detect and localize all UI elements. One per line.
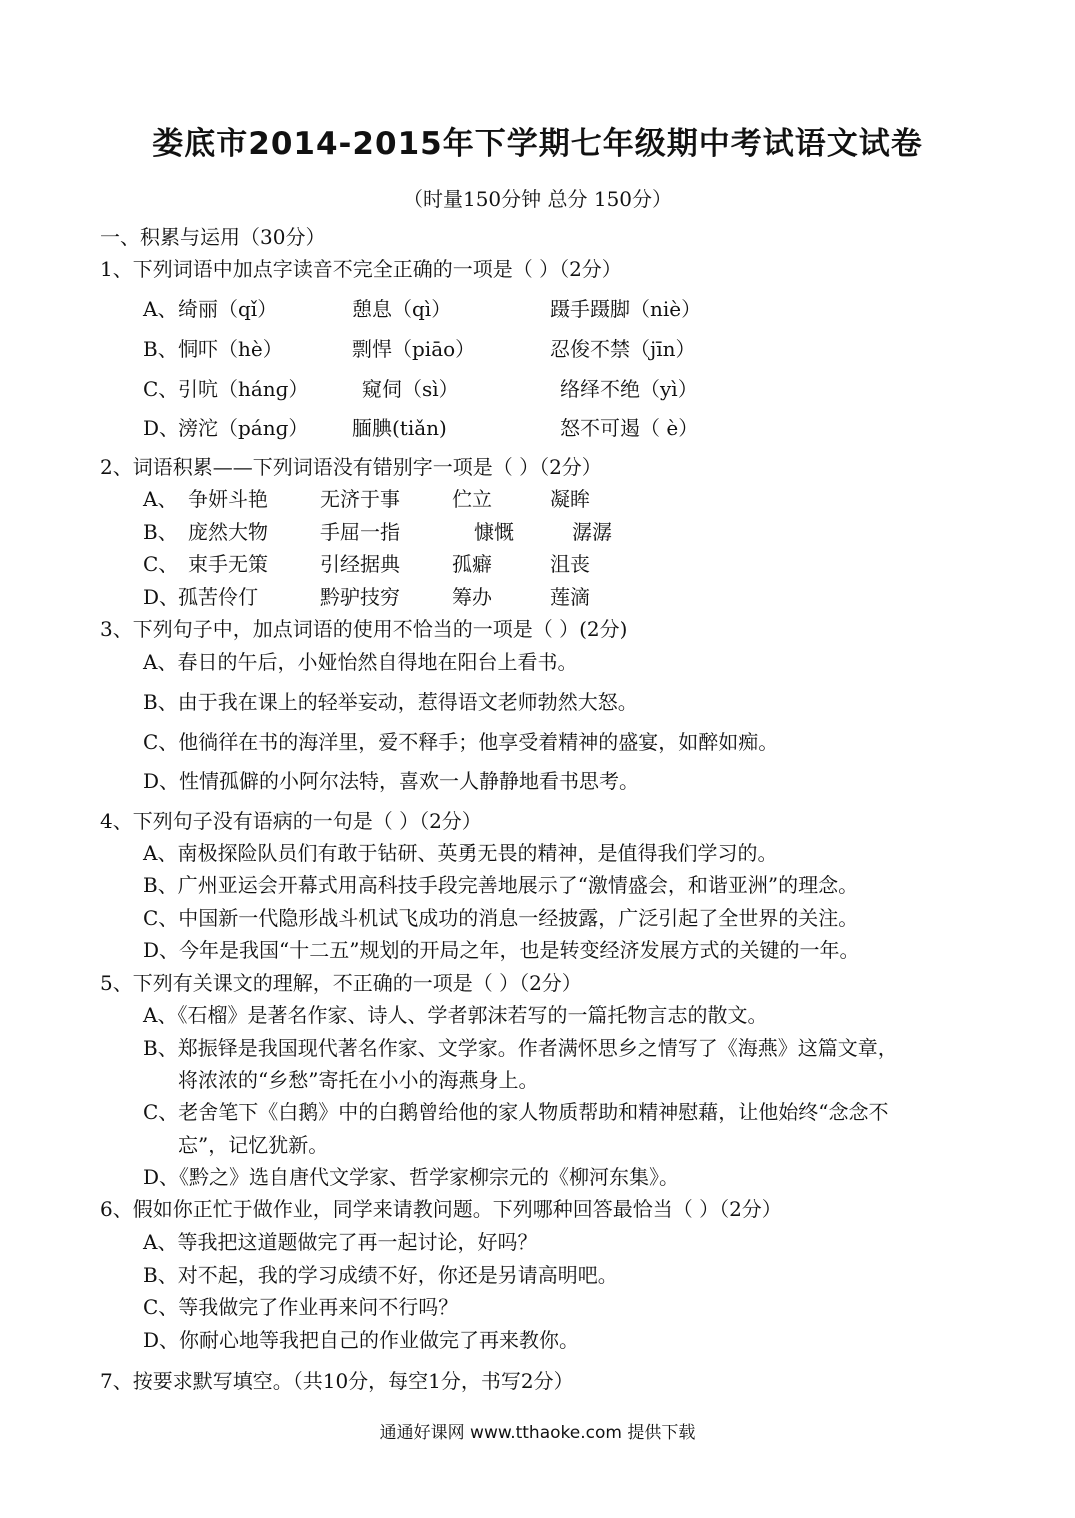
- page-title: 娄底市2014-2015年下学期七年级期中考试语文试卷: [152, 126, 923, 162]
- option-word: 伫立: [452, 487, 492, 511]
- option-word: 绮丽（qǐ）: [178, 297, 278, 321]
- question-5-option-continued: 将浓浓的“乡愁”寄托在小小的海燕身上。: [178, 1068, 539, 1092]
- question-3-option: D、性情孤僻的小阿尔法特，喜欢一人静静地看书思考。: [143, 769, 640, 793]
- option-letter: D、: [143, 416, 180, 440]
- option-letter: C、: [143, 377, 179, 401]
- option-word: 慷慨: [474, 520, 514, 544]
- option-word: 腼腆(tiǎn): [352, 416, 447, 440]
- question-2-stem: 2、词语积累——下列词语没有错别字一项是（ ）（2分）: [100, 455, 602, 479]
- question-6-option: A、等我把这道题做完了再一起讨论，好吗？: [143, 1230, 538, 1254]
- option-word: 束手无策: [188, 552, 268, 576]
- option-letter: D、: [143, 585, 180, 609]
- question-1-stem: 1、下列词语中加点字读音不完全正确的一项是（ ）（2分）: [100, 257, 622, 281]
- option-word: 黔驴技穷: [320, 585, 400, 609]
- question-3-option: B、由于我在课上的轻举妄动，惹得语文老师勃然大怒。: [143, 690, 638, 714]
- option-word: 怒不可遏（ è）: [560, 416, 699, 440]
- question-3-option: A、春日的午后，小娅怡然自得地在阳台上看书。: [143, 650, 578, 674]
- option-letter: C、: [143, 552, 179, 576]
- question-5-option-continued: 忘”，记忆犹新。: [178, 1133, 329, 1157]
- option-letter: A、: [143, 297, 178, 321]
- option-letter: A、: [143, 487, 178, 511]
- option-word: 筹办: [452, 585, 492, 609]
- option-word: 无济于事: [320, 487, 400, 511]
- question-5-option: C、老舍笔下《白鹅》中的白鹅曾给他的家人物质帮助和精神慰藉，让他始终“念念不: [143, 1100, 889, 1124]
- option-word: 沮丧: [550, 552, 590, 576]
- option-word: 引吭（hánɡ）: [178, 377, 309, 401]
- option-word: 凝眸: [550, 487, 590, 511]
- question-4-option: B、广州亚运会开幕式用高科技手段完善地展示了“激情盛会，和谐亚洲”的理念。: [143, 873, 859, 897]
- option-word: 憩息（qì）: [352, 297, 452, 321]
- option-letter: B、: [143, 337, 178, 361]
- question-6-option: C、等我做完了作业再来问不行吗？: [143, 1295, 459, 1319]
- question-5-option: D、《黔之》选自唐代文学家、哲学家柳宗元的《柳河东集》。: [143, 1165, 680, 1189]
- option-word: 忍俊不禁（jīn）: [550, 337, 696, 361]
- option-word: 手屈一指: [320, 520, 400, 544]
- option-word: 滂沱（pánɡ）: [178, 416, 309, 440]
- option-word: 引经据典: [320, 552, 400, 576]
- question-5-option: B、郑振铎是我国现代著名作家、文学家。作者满怀思乡之情写了《海燕》这篇文章，: [143, 1036, 898, 1060]
- option-word: 络绎不绝（yì）: [560, 377, 698, 401]
- option-word: 潺潺: [572, 520, 612, 544]
- option-word: 孤苦伶仃: [178, 585, 258, 609]
- question-5-stem: 5、下列有关课文的理解，不正确的一项是（ ）（2分）: [100, 971, 582, 995]
- question-4-stem: 4、下列句子没有语病的一句是（ ）（2分）: [100, 809, 482, 833]
- option-word: 庞然大物: [188, 520, 268, 544]
- option-word: 剽悍（piāo）: [352, 337, 476, 361]
- question-7-stem: 7、按要求默写填空。（共10分，每空1分，书写2分）: [100, 1369, 574, 1393]
- option-word: 孤癖: [452, 552, 492, 576]
- section-heading: 一、积累与运用（30分）: [100, 225, 326, 249]
- question-4-option: C、中国新一代隐形战斗机试飞成功的消息一经披露，广泛引起了全世界的关注。: [143, 906, 859, 930]
- question-6-option: B、对不起，我的学习成绩不好，你还是另请高明吧。: [143, 1263, 618, 1287]
- option-word: 窥伺（sì）: [362, 377, 459, 401]
- question-4-option: A、南极探险队员们有敢于钻研、英勇无畏的精神，是值得我们学习的。: [143, 841, 778, 865]
- exam-subtitle: （时量150分钟 总分 150分）: [402, 187, 673, 211]
- question-3-stem: 3、下列句子中，加点词语的使用不恰当的一项是（ ）(2分): [100, 617, 628, 641]
- question-6-option: D、你耐心地等我把自己的作业做完了再来教你。: [143, 1328, 580, 1352]
- option-letter: B、: [143, 520, 178, 544]
- option-word: 恫吓（hè）: [178, 337, 283, 361]
- question-5-option: A、《石榴》是著名作家、诗人、学者郭沫若写的一篇托物言志的散文。: [143, 1003, 768, 1027]
- question-3-option: C、他徜徉在书的海洋里，爱不释手；他享受着精神的盛宴，如醉如痴。: [143, 730, 779, 754]
- footer-credit: 通通好课网 www.tthaoke.com 提供下载: [379, 1423, 696, 1443]
- question-6-stem: 6、假如你正忙于做作业，同学来请教问题。下列哪种回答最恰当（ ）（2分）: [100, 1197, 782, 1221]
- option-word: 蹑手蹑脚（niè）: [550, 297, 702, 321]
- option-word: 争妍斗艳: [188, 487, 268, 511]
- question-4-option: D、今年是我国“十二五”规划的开局之年，也是转变经济发展方式的关键的一年。: [143, 938, 860, 962]
- option-word: 莲滴: [550, 585, 590, 609]
